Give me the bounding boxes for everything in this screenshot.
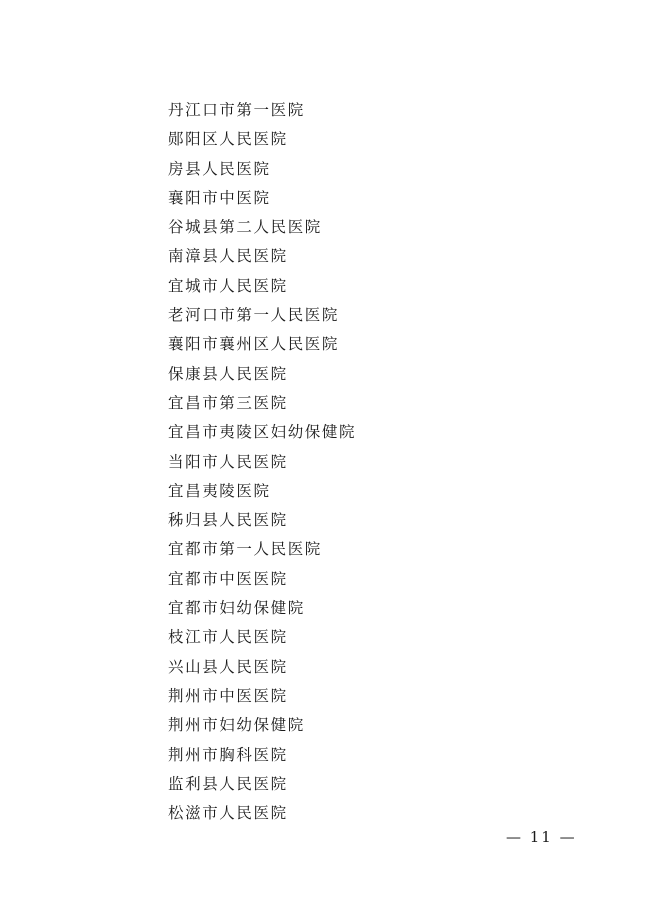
hospital-list-item: 当阳市人民医院 xyxy=(168,452,288,471)
hospital-list-item: 谷城县第二人民医院 xyxy=(168,218,322,237)
hospital-list-item: 丹江口市第一医院 xyxy=(168,101,305,119)
hospital-list-item: 宜昌市第三医院 xyxy=(168,393,288,412)
hospital-list-item: 兴山县人民医院 xyxy=(168,657,288,676)
hospital-list-item: 荆州市妇幼保健院 xyxy=(168,716,305,735)
hospital-list-item: 宜都市中医医院 xyxy=(168,569,288,588)
hospital-list-item: 宜昌市夷陵区妇幼保健院 xyxy=(168,423,357,442)
hospital-list-item: 枝江市人民医院 xyxy=(168,628,288,647)
hospital-list-item: 秭归县人民医院 xyxy=(168,511,288,530)
hospital-list-item: 监利县人民医院 xyxy=(168,774,288,793)
hospital-list-item: 保康县人民医院 xyxy=(168,364,288,383)
hospital-list-item: 宜都市第一人民医院 xyxy=(168,540,322,559)
hospital-list-item: 郧阳区人民医院 xyxy=(168,130,288,149)
hospital-list-item: 房县人民医院 xyxy=(168,159,271,178)
hospital-list-item: 襄阳市襄州区人民医院 xyxy=(168,335,340,354)
hospital-list-item: 南漳县人民医院 xyxy=(168,247,288,266)
page-number: — 11 — xyxy=(506,828,577,846)
hospital-list-item: 老河口市第一人民医院 xyxy=(168,306,340,325)
hospital-list-item: 荆州市中医医院 xyxy=(168,686,288,705)
hospital-list-item: 荆州市胸科医院 xyxy=(168,745,288,764)
hospital-list xyxy=(168,96,356,828)
hospital-list-item: 宜都市妇幼保健院 xyxy=(168,599,305,618)
hospital-list-item: 松滋市人民医院 xyxy=(168,804,288,823)
hospital-list-item: 宜昌夷陵医院 xyxy=(168,481,271,500)
hospital-list-item: 宜城市人民医院 xyxy=(168,276,288,295)
hospital-list-item: 襄阳市中医院 xyxy=(168,188,271,207)
